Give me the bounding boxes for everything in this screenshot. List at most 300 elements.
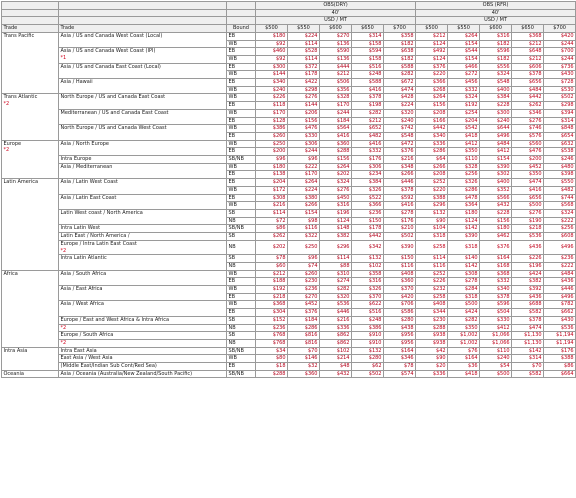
lane-name-cell bbox=[59, 156, 227, 164]
price-cell-rfr: $252 bbox=[416, 270, 448, 278]
price-cell-dry: $80 bbox=[256, 355, 288, 363]
price-cell-dry: $306 bbox=[352, 163, 384, 171]
price-cell-dry: $188 bbox=[256, 278, 288, 286]
price-cell-dry: $742 bbox=[384, 125, 416, 133]
lane-name-cell bbox=[59, 94, 227, 109]
price-cell-dry: $326 bbox=[352, 186, 384, 194]
price-cell-dry: $706 bbox=[384, 301, 416, 309]
price-cell-dry: $482 bbox=[352, 132, 384, 140]
price-cell-rfr: $582 bbox=[512, 309, 544, 317]
bound-cell: WB bbox=[227, 186, 256, 194]
lane-name-cell bbox=[59, 355, 227, 363]
price-cell-dry: $164 bbox=[384, 347, 416, 355]
price-cell-dry: $320 bbox=[384, 109, 416, 117]
table-row bbox=[2, 156, 576, 164]
price-cell-dry: $250 bbox=[288, 240, 320, 254]
price-cell-dry: $96 bbox=[288, 255, 320, 263]
price-cell-rfr: $608 bbox=[544, 233, 576, 241]
price-cell-rfr: $530 bbox=[544, 86, 576, 94]
price-cell-rfr: $110 bbox=[448, 156, 480, 164]
table-row bbox=[2, 301, 576, 309]
price-cell-rfr: $164 bbox=[480, 255, 512, 263]
price-cell-rfr: $478 bbox=[448, 194, 480, 202]
bound-cell: SB/NB bbox=[227, 225, 256, 233]
price-cell-rfr: $336 bbox=[416, 140, 448, 148]
price-cell-dry: $192 bbox=[256, 286, 288, 294]
price-cell-rfr: $1,130 bbox=[512, 332, 544, 340]
bound-cell: EB bbox=[227, 102, 256, 110]
price-cell-dry: $296 bbox=[320, 240, 352, 254]
price-cell-rfr: $286 bbox=[416, 148, 448, 156]
lane-name-cell bbox=[59, 79, 227, 94]
lane-name: East Asia / West Asia bbox=[60, 355, 113, 362]
price-cell-dry: $182 bbox=[384, 40, 416, 48]
price-cell-rfr: $154 bbox=[480, 156, 512, 164]
price-cell-dry: $150 bbox=[352, 217, 384, 225]
price-cell-dry: $298 bbox=[288, 86, 320, 94]
table-row bbox=[2, 270, 576, 278]
price-cell-rfr: $324 bbox=[480, 71, 512, 79]
price-cell-rfr: $500 bbox=[448, 301, 480, 309]
bound-cell: WB bbox=[227, 71, 256, 79]
price-cell-dry: $262 bbox=[256, 233, 288, 241]
bound-cell: SB bbox=[227, 255, 256, 263]
price-cell-rfr: $222 bbox=[544, 217, 576, 225]
price-cell-rfr: $504 bbox=[480, 309, 512, 317]
price-cell-rfr: $632 bbox=[544, 140, 576, 148]
trade-name: Oceania bbox=[3, 370, 24, 377]
bound-cell: SB bbox=[227, 316, 256, 324]
price-cell-rfr: $272 bbox=[448, 71, 480, 79]
price-cell-dry: $264 bbox=[320, 163, 352, 171]
price-cell-rfr: $302 bbox=[480, 171, 512, 179]
price-cell-rfr: $228 bbox=[480, 209, 512, 217]
price-cell-rfr: $364 bbox=[448, 202, 480, 210]
lane-name-cell bbox=[59, 179, 227, 194]
price-cell-dry: $62 bbox=[352, 363, 384, 371]
price-cell-rfr: $418 bbox=[448, 370, 480, 378]
price-cell-dry: $92 bbox=[256, 55, 288, 63]
price-cell-dry: $264 bbox=[288, 179, 320, 187]
price-cell-dry: $214 bbox=[320, 355, 352, 363]
price-cell-rfr: $1,066 bbox=[480, 339, 512, 347]
header-blank bbox=[2, 17, 59, 25]
price-cell-dry: $248 bbox=[352, 71, 384, 79]
table-row bbox=[2, 355, 576, 363]
lane-name-cell bbox=[59, 339, 227, 347]
price-cell-dry: $212 bbox=[320, 71, 352, 79]
price-cell-rfr: $20 bbox=[416, 363, 448, 371]
bound-cell: EB bbox=[227, 79, 256, 87]
price-cell-rfr: $500 bbox=[480, 370, 512, 378]
price-cell-rfr: $240 bbox=[480, 117, 512, 125]
price-cell-rfr: $482 bbox=[544, 186, 576, 194]
price-cell-rfr: $1,002 bbox=[448, 332, 480, 340]
lane-name: Mediterranean / US and Canada East Coast bbox=[60, 109, 169, 116]
surcharge-rate-table bbox=[1, 1, 576, 378]
price-cell-rfr: $392 bbox=[512, 286, 544, 294]
price-cell-rfr: $1,194 bbox=[544, 332, 576, 340]
price-cell-dry: $672 bbox=[384, 79, 416, 87]
price-cell-dry: $118 bbox=[256, 102, 288, 110]
lane-name: Asia / US and Canada West Coast (IPI) bbox=[60, 48, 156, 55]
price-cell-rfr: $190 bbox=[512, 217, 544, 225]
price-cell-dry: $910 bbox=[352, 339, 384, 347]
lane-name-cell bbox=[59, 140, 227, 155]
price-cell-rfr: $244 bbox=[544, 55, 576, 63]
table-row bbox=[2, 79, 576, 87]
price-cell-rfr: $232 bbox=[416, 286, 448, 294]
price-cell-dry: $282 bbox=[352, 109, 384, 117]
price-cell-rfr: $412 bbox=[480, 148, 512, 156]
price-cell-rfr: $416 bbox=[512, 186, 544, 194]
header-unit-dry: USD / MT bbox=[256, 17, 416, 25]
price-cell-rfr: $500 bbox=[512, 202, 544, 210]
table-row bbox=[2, 109, 576, 117]
price-cell-dry: $244 bbox=[288, 148, 320, 156]
price-cell-rfr: $180 bbox=[448, 209, 480, 217]
lane-name-cell bbox=[59, 270, 227, 285]
table-header bbox=[2, 2, 576, 33]
price-cell-dry: $222 bbox=[288, 163, 320, 171]
price-cell-dry: $372 bbox=[288, 63, 320, 71]
bound-cell: SB bbox=[227, 233, 256, 241]
lane-name: Europe / Intra Latin East Coast bbox=[60, 240, 137, 247]
price-cell-rfr: $212 bbox=[512, 40, 544, 48]
price-cell-dry: $180 bbox=[256, 163, 288, 171]
price-cell-dry: $158 bbox=[352, 40, 384, 48]
price-cell-dry: $506 bbox=[320, 79, 352, 87]
header-price-dry: $550 bbox=[288, 25, 320, 33]
price-cell-rfr: $496 bbox=[544, 293, 576, 301]
price-cell-dry: $236 bbox=[256, 324, 288, 332]
price-cell-dry: $586 bbox=[384, 309, 416, 317]
price-cell-rfr: $114 bbox=[416, 255, 448, 263]
price-cell-rfr: $484 bbox=[480, 140, 512, 148]
bound-cell: WB bbox=[227, 94, 256, 102]
lane-note: *1 bbox=[60, 54, 67, 61]
header-col-trade: Trade bbox=[2, 25, 59, 33]
lane-name-cell bbox=[59, 233, 227, 241]
bound-cell: EB bbox=[227, 132, 256, 140]
price-cell-rfr: $284 bbox=[448, 286, 480, 294]
price-cell-rfr: $156 bbox=[416, 102, 448, 110]
price-cell-rfr: $462 bbox=[480, 233, 512, 241]
price-cell-rfr: $644 bbox=[480, 125, 512, 133]
bound-cell: WB bbox=[227, 301, 256, 309]
price-cell-rfr: $542 bbox=[448, 125, 480, 133]
price-cell-dry: $216 bbox=[256, 202, 288, 210]
price-cell-dry: $270 bbox=[320, 32, 352, 40]
price-cell-rfr: $390 bbox=[480, 163, 512, 171]
price-cell-dry: $244 bbox=[320, 109, 352, 117]
price-cell-rfr: $648 bbox=[512, 48, 544, 56]
price-cell-rfr: $140 bbox=[448, 255, 480, 263]
header-blank bbox=[2, 2, 59, 10]
price-cell-rfr: $378 bbox=[512, 316, 544, 324]
price-cell-dry: $450 bbox=[320, 194, 352, 202]
price-cell-dry: $328 bbox=[320, 94, 352, 102]
header-size-dry: 40' bbox=[256, 9, 416, 17]
header-price-dry: $600 bbox=[320, 25, 352, 33]
bound-cell: EB bbox=[227, 293, 256, 301]
price-cell-rfr: $226 bbox=[416, 278, 448, 286]
lane-name: Asia / West Africa bbox=[60, 301, 104, 308]
price-cell-dry: $96 bbox=[256, 156, 288, 164]
price-cell-rfr: $420 bbox=[544, 32, 576, 40]
price-cell-dry: $102 bbox=[352, 262, 384, 270]
price-cell-rfr: $300 bbox=[480, 109, 512, 117]
lane-name: Intra Europe bbox=[60, 156, 92, 163]
trade-name: Latin America bbox=[3, 179, 39, 186]
price-cell-rfr: $430 bbox=[544, 71, 576, 79]
price-cell-dry: $250 bbox=[256, 140, 288, 148]
header-blank bbox=[59, 9, 227, 17]
price-cell-rfr: $244 bbox=[544, 40, 576, 48]
price-cell-rfr: $142 bbox=[448, 262, 480, 270]
price-cell-dry: $592 bbox=[384, 194, 416, 202]
price-cell-rfr: $536 bbox=[544, 324, 576, 332]
price-cell-dry: $444 bbox=[320, 63, 352, 71]
bound-cell: SB bbox=[227, 332, 256, 340]
price-cell-rfr: $200 bbox=[512, 156, 544, 164]
bound-cell: WB bbox=[227, 202, 256, 210]
price-cell-dry: $594 bbox=[352, 48, 384, 56]
price-cell-dry: $376 bbox=[288, 309, 320, 317]
price-cell-dry: $588 bbox=[352, 79, 384, 87]
table-row bbox=[2, 255, 576, 263]
header-blank bbox=[59, 2, 227, 10]
price-cell-dry: $516 bbox=[352, 63, 384, 71]
price-cell-dry: $92 bbox=[256, 40, 288, 48]
price-cell-rfr: $278 bbox=[448, 278, 480, 286]
lane-name: Asia / Oceania (Australia/New Zealand/South Pacific) bbox=[60, 370, 193, 377]
table-row bbox=[2, 240, 576, 254]
price-cell-dry: $226 bbox=[256, 94, 288, 102]
table-row bbox=[2, 233, 576, 241]
price-cell-dry: $910 bbox=[352, 332, 384, 340]
price-cell-dry: $326 bbox=[352, 286, 384, 294]
bound-cell: NB bbox=[227, 240, 256, 254]
price-cell-rfr: $154 bbox=[448, 40, 480, 48]
lane-name: Asia / Mediterranean bbox=[60, 163, 113, 170]
price-cell-rfr: $230 bbox=[416, 316, 448, 324]
price-cell-rfr: $324 bbox=[448, 94, 480, 102]
price-cell-rfr: $212 bbox=[416, 32, 448, 40]
price-cell-dry: $72 bbox=[256, 217, 288, 225]
trade-name: Europe bbox=[3, 140, 22, 147]
price-cell-rfr: $282 bbox=[448, 316, 480, 324]
header-group-rfr: OBS (RFR) bbox=[416, 2, 576, 10]
price-cell-rfr: $384 bbox=[480, 94, 512, 102]
price-cell-dry: $358 bbox=[384, 32, 416, 40]
price-cell-rfr: $54 bbox=[480, 363, 512, 371]
price-cell-dry: $416 bbox=[352, 140, 384, 148]
price-cell-rfr: $64 bbox=[416, 156, 448, 164]
table-row bbox=[2, 339, 576, 347]
price-cell-dry: $158 bbox=[352, 55, 384, 63]
price-cell-rfr: $502 bbox=[544, 94, 576, 102]
bound-cell: WB bbox=[227, 40, 256, 48]
bound-cell: WB bbox=[227, 125, 256, 133]
price-cell-rfr: $220 bbox=[416, 186, 448, 194]
price-cell-rfr: $782 bbox=[544, 301, 576, 309]
price-cell-dry: $176 bbox=[384, 217, 416, 225]
price-cell-rfr: $154 bbox=[448, 55, 480, 63]
price-cell-rfr: $222 bbox=[544, 262, 576, 270]
price-cell-dry: $48 bbox=[320, 363, 352, 371]
header-col-bound: Bound bbox=[227, 25, 256, 33]
bound-cell: EB bbox=[227, 63, 256, 71]
price-cell-rfr: $70 bbox=[512, 363, 544, 371]
price-cell-dry: $102 bbox=[320, 347, 352, 355]
header-price-rfr: $650 bbox=[512, 25, 544, 33]
table-row bbox=[2, 125, 576, 133]
bound-cell: WB bbox=[227, 109, 256, 117]
price-cell-rfr: $442 bbox=[416, 125, 448, 133]
price-cell-dry: $78 bbox=[256, 255, 288, 263]
price-cell-dry: $70 bbox=[288, 347, 320, 355]
lane-name-cell bbox=[59, 301, 227, 316]
price-cell-dry: $176 bbox=[352, 156, 384, 164]
table-row bbox=[2, 363, 576, 371]
price-cell-dry: $170 bbox=[320, 102, 352, 110]
bound-cell: EB bbox=[227, 363, 256, 371]
price-cell-rfr: $90 bbox=[416, 355, 448, 363]
price-cell-dry: $356 bbox=[320, 86, 352, 94]
price-cell-dry: $330 bbox=[288, 132, 320, 140]
price-cell-rfr: $264 bbox=[416, 94, 448, 102]
price-cell-dry: $212 bbox=[352, 117, 384, 125]
table-row bbox=[2, 324, 576, 332]
lane-name-cell bbox=[59, 332, 227, 340]
price-cell-rfr: $236 bbox=[544, 255, 576, 263]
price-cell-rfr: $536 bbox=[512, 233, 544, 241]
price-cell-dry: $548 bbox=[384, 132, 416, 140]
price-cell-dry: $240 bbox=[256, 86, 288, 94]
price-cell-dry: $438 bbox=[384, 324, 416, 332]
price-cell-dry: $138 bbox=[256, 171, 288, 179]
price-cell-rfr: $86 bbox=[544, 363, 576, 371]
price-cell-rfr: $276 bbox=[512, 209, 544, 217]
price-cell-dry: $416 bbox=[352, 86, 384, 94]
price-cell-dry: $432 bbox=[320, 370, 352, 378]
header-size-rfr: 40' bbox=[416, 9, 576, 17]
price-cell-rfr: $566 bbox=[480, 194, 512, 202]
price-cell-dry: $358 bbox=[352, 270, 384, 278]
trade-name-cell bbox=[2, 94, 59, 140]
price-cell-rfr: $164 bbox=[448, 355, 480, 363]
price-cell-rfr: $208 bbox=[416, 109, 448, 117]
lane-name-cell bbox=[59, 209, 227, 224]
header-blank bbox=[227, 2, 256, 10]
price-cell-dry: $280 bbox=[352, 355, 384, 363]
price-cell-dry: $386 bbox=[352, 324, 384, 332]
lane-name: North Europe / US and Canada East Coast bbox=[60, 94, 166, 101]
price-cell-rfr: $688 bbox=[512, 301, 544, 309]
price-cell-dry: $590 bbox=[320, 48, 352, 56]
price-cell-dry: $178 bbox=[352, 225, 384, 233]
bound-cell: EB bbox=[227, 48, 256, 56]
price-cell-rfr: $180 bbox=[480, 225, 512, 233]
table-row bbox=[2, 163, 576, 171]
lane-name: Intra Latin Atlantic bbox=[60, 255, 107, 262]
price-cell-rfr: $1,066 bbox=[480, 332, 512, 340]
trade-name-cell bbox=[2, 32, 59, 94]
price-cell-rfr: $388 bbox=[416, 194, 448, 202]
price-cell-dry: $516 bbox=[352, 309, 384, 317]
trade-name-cell bbox=[2, 179, 59, 270]
price-cell-dry: $144 bbox=[256, 71, 288, 79]
price-cell-rfr: $456 bbox=[448, 79, 480, 87]
price-cell-rfr: $350 bbox=[448, 324, 480, 332]
price-cell-rfr: $938 bbox=[416, 339, 448, 347]
price-cell-dry: $652 bbox=[352, 125, 384, 133]
price-cell-dry: $564 bbox=[320, 125, 352, 133]
price-cell-rfr: $596 bbox=[480, 301, 512, 309]
lane-name-cell bbox=[59, 163, 227, 178]
price-cell-rfr: $746 bbox=[512, 125, 544, 133]
bound-cell: WB bbox=[227, 355, 256, 363]
price-cell-rfr: $496 bbox=[480, 132, 512, 140]
lane-name: Intra Latin West bbox=[60, 225, 101, 232]
price-cell-dry: $348 bbox=[384, 163, 416, 171]
rate-table-container bbox=[1, 1, 575, 378]
price-cell-dry: $96 bbox=[288, 156, 320, 164]
price-cell-rfr: $332 bbox=[480, 278, 512, 286]
price-cell-dry: $380 bbox=[288, 194, 320, 202]
price-cell-rfr: $430 bbox=[544, 316, 576, 324]
price-cell-dry: $266 bbox=[384, 171, 416, 179]
price-cell-dry: $862 bbox=[320, 332, 352, 340]
price-cell-rfr: $400 bbox=[480, 179, 512, 187]
price-cell-rfr: $390 bbox=[448, 233, 480, 241]
price-cell-dry: $206 bbox=[288, 109, 320, 117]
bound-cell: WB bbox=[227, 286, 256, 294]
price-cell-dry: $862 bbox=[320, 339, 352, 347]
bound-cell: WB bbox=[227, 270, 256, 278]
price-cell-dry: $266 bbox=[288, 202, 320, 210]
price-cell-dry: $378 bbox=[352, 94, 384, 102]
price-cell-dry: $286 bbox=[288, 324, 320, 332]
lane-note: *2 bbox=[60, 339, 67, 346]
lane-name: Asia / Latin West Coast bbox=[60, 179, 118, 186]
price-cell-dry: $32 bbox=[288, 363, 320, 371]
lane-name-cell bbox=[59, 370, 227, 378]
table-row bbox=[2, 194, 576, 202]
price-cell-rfr: $548 bbox=[480, 79, 512, 87]
lane-name: (Middle East/Indian Sub Cont/Red Sea) bbox=[60, 363, 157, 370]
price-cell-dry: $332 bbox=[352, 148, 384, 156]
table-row bbox=[2, 48, 576, 56]
price-cell-rfr: $664 bbox=[544, 370, 576, 378]
price-cell-rfr: $212 bbox=[512, 55, 544, 63]
header-col-lane: Trade bbox=[59, 25, 227, 33]
header-price-dry: $500 bbox=[256, 25, 288, 33]
price-cell-dry: $816 bbox=[288, 332, 320, 340]
price-cell-rfr: $254 bbox=[448, 109, 480, 117]
price-cell-rfr: $266 bbox=[416, 163, 448, 171]
price-cell-dry: $224 bbox=[384, 102, 416, 110]
price-cell-dry: $196 bbox=[320, 209, 352, 217]
trade-name-cell bbox=[2, 347, 59, 370]
price-cell-dry: $270 bbox=[288, 293, 320, 301]
bound-cell: SB/NB bbox=[227, 370, 256, 378]
table-row bbox=[2, 32, 576, 40]
price-cell-rfr: $314 bbox=[512, 355, 544, 363]
price-cell-dry: $170 bbox=[256, 109, 288, 117]
price-cell-dry: $98 bbox=[288, 217, 320, 225]
